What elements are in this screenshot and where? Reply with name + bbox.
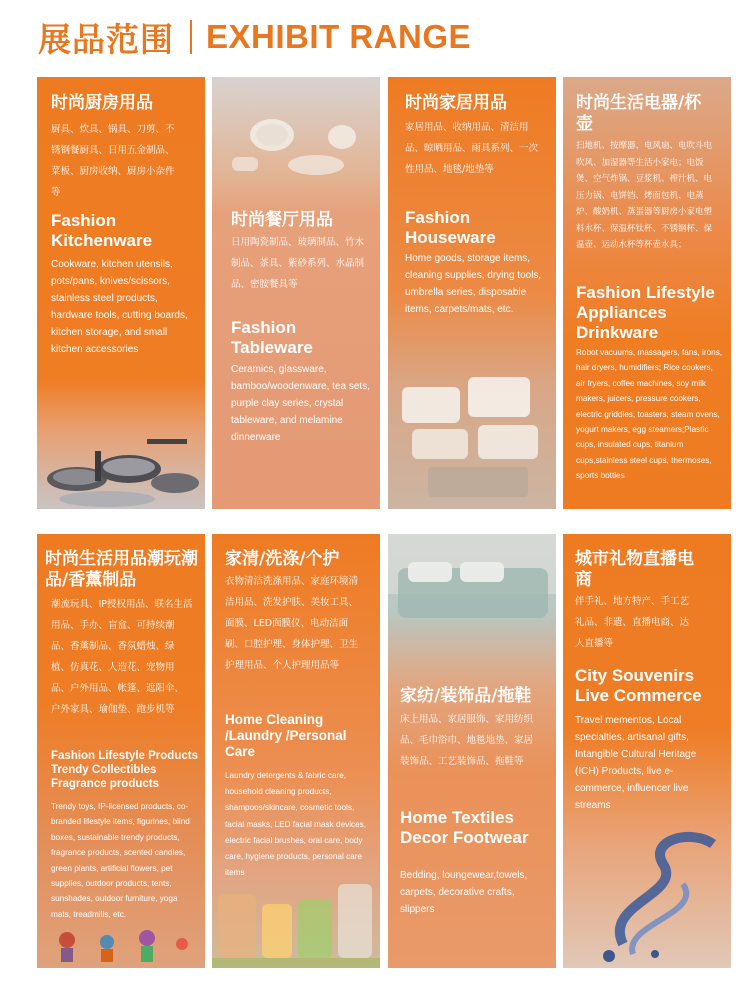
card-desc-en: Cookware, kitchen utensils, pots/pans, knives/scissors, stainless steel products, hardware tools, cutting boards, kitchen storage, and small kitchen accessories: [51, 259, 188, 355]
card-desc-cn: 家居用品、收纳用品、清洁用品、晾晒用品、雨具系列、一次性用品、地毯/地垫等: [405, 122, 539, 175]
card-title-en: Home Cleaning /Laundry /Personal Care: [225, 712, 347, 759]
card-desc-cn: 衣物清洁洗涤用品、家庭环境清洁用品、洗发护肤、美妆工具、面膜、LED面膜仪、电动洁面刷、口腔护理、身体护理、卫生护理用品、个人护理用品等: [225, 576, 359, 671]
card-home-cleaning: [212, 534, 380, 968]
card-title-cn: 时尚生活电器/杯壶: [576, 93, 702, 134]
card-title-cn: 时尚家居用品: [405, 93, 507, 113]
card-desc-en: Ceramics, glassware, bamboo/woodenware, tea sets, purple clay series, crystal tableware, and melamine dinnerware: [231, 364, 370, 443]
card-title-cn: 家清/洗涤/个护: [225, 549, 340, 569]
card-title-en: Home Textiles Decor Footwear: [400, 808, 529, 847]
card-desc-en: Bedding, loungewear,towels, carpets, decorative crafts, slippers: [400, 870, 528, 915]
card-city-souvenirs: [563, 534, 731, 968]
card-title-cn: 家纺/装饰品/拖鞋: [400, 686, 532, 706]
cookware-photo: [37, 399, 205, 509]
card-desc-en: Laundry detergents & fabric care, household cleaning products, shampoos/skincare, cosmetic tools, facial masks, LED facial mask devices, electric facial brushes, oral care, body care, hygiene products, personal care items: [225, 771, 367, 878]
card-desc-cn: 床上用品、家居服饰、家用纺织品、毛巾浴巾、地毯地垫、家居装饰品、工艺装饰品、拖鞋等: [400, 714, 534, 767]
card-title-cn: 时尚餐厅用品: [231, 210, 333, 230]
card-desc-cn: 日用陶瓷制品、玻璃制品、竹木制品、茶具、紫砂系列、水晶制品、密胺餐具等: [231, 237, 365, 290]
card-home-textiles: [388, 534, 556, 968]
card-desc-en: Travel mementos, Local specialties, artisanal gifts, Intangible Cultural Heritage (ICH) Products, live e-commerce, influencer live streams: [575, 715, 697, 811]
card-title-cn: 时尚厨房用品: [51, 93, 153, 113]
card-lifestyle-collectibles: [37, 534, 205, 968]
card-houseware: [388, 77, 556, 509]
card-title-en: Fashion Kitchenware: [51, 211, 153, 250]
sculpture-photo: [563, 804, 731, 968]
page-title-en: EXHIBIT RANGE: [206, 18, 472, 55]
card-title-en: Fashion Lifestyle Appliances Drinkware: [576, 283, 715, 342]
card-desc-cn: 厨具、炊具、锅具、刀剪、不锈钢餐厨具、日用五金制品、菜板、厨房收纳、厨房小杂件等: [51, 124, 175, 198]
page-title-cn: 展品范围: [38, 19, 174, 59]
storage-boxes-photo: [388, 367, 556, 509]
bedding-photo: [388, 534, 556, 654]
card-title-en: City Souvenirs Live Commerce: [575, 666, 702, 705]
card-desc-en: Trendy toys, IP-licensed products, co-branded lifestyle items, figurines, blind boxes, sustainable trendy products, fragrance products, scented candles, green plants, artificial flowers, pet supplies, outdoor products, tents, sunshades, outdoor furniture, yoga mats, treadmills, etc.: [51, 802, 190, 919]
card-title-en: Fashion Lifestyle Products Trendy Collectibles Fragrance products: [51, 750, 198, 790]
card-desc-cn: 伴手礼、地方特产、手工艺礼品、非遗、直播电商、达人直播等: [575, 596, 690, 649]
card-desc-cn: 扫地机、按摩器、电风扇、电吹斗电吹风、加湿器等生活小家电；电饭煲、空气炸锅、豆浆机、榨汁机、电压力锅、电饼铛、烤面包机、电蒸炉、酸奶机、蒸蛋器等厨房小家电塑料水杯、保温杯钛杯、不锈钢杯、保温壶、运动水杯等杯壶水具；: [576, 141, 713, 250]
title-divider: [190, 20, 192, 54]
page-header: [38, 12, 471, 62]
card-desc-en: Home goods, storage items, cleaning supplies, drying tools, umbrella series, disposable items, carpets/mats, etc.: [405, 253, 542, 315]
figurines-photo: [37, 922, 205, 968]
card-desc-en: Robot vacuums, massagers, fans, irons, hair dryers, humidifiers; Rice cookers, air fryers, coffee machines, soy milk makers, juicers, pressure cookers, electric griddles, toasters, steam ovens, yogurt makers, egg steamers;Plastic cups, insulated cups, titanium cups,stainless steel cups, thermoses, sports bottles: [576, 348, 723, 481]
card-tableware: [212, 77, 380, 509]
tableware-photo: [212, 77, 380, 197]
card-title-cn: 时尚生活用品潮玩潮品/香薰制品: [45, 549, 198, 590]
card-title-en: Fashion Houseware: [405, 208, 496, 247]
card-desc-cn: 潮流玩具、IP授权用品、联名生活用品、手办、盲盒、可持续潮品、香薰制品、香氛蜡烛、绿植、仿真花、人造花、宠物用品、户外用品、帐篷、遮阳伞、户外家具、瑜伽垫、跑步机等: [51, 599, 193, 715]
card-appliances: [563, 77, 731, 509]
card-title-en: Fashion Tableware: [231, 318, 313, 357]
card-kitchenware: [37, 77, 205, 509]
card-title-cn: 城市礼物直播电商: [575, 549, 694, 590]
cleaning-products-photo: [212, 864, 380, 968]
